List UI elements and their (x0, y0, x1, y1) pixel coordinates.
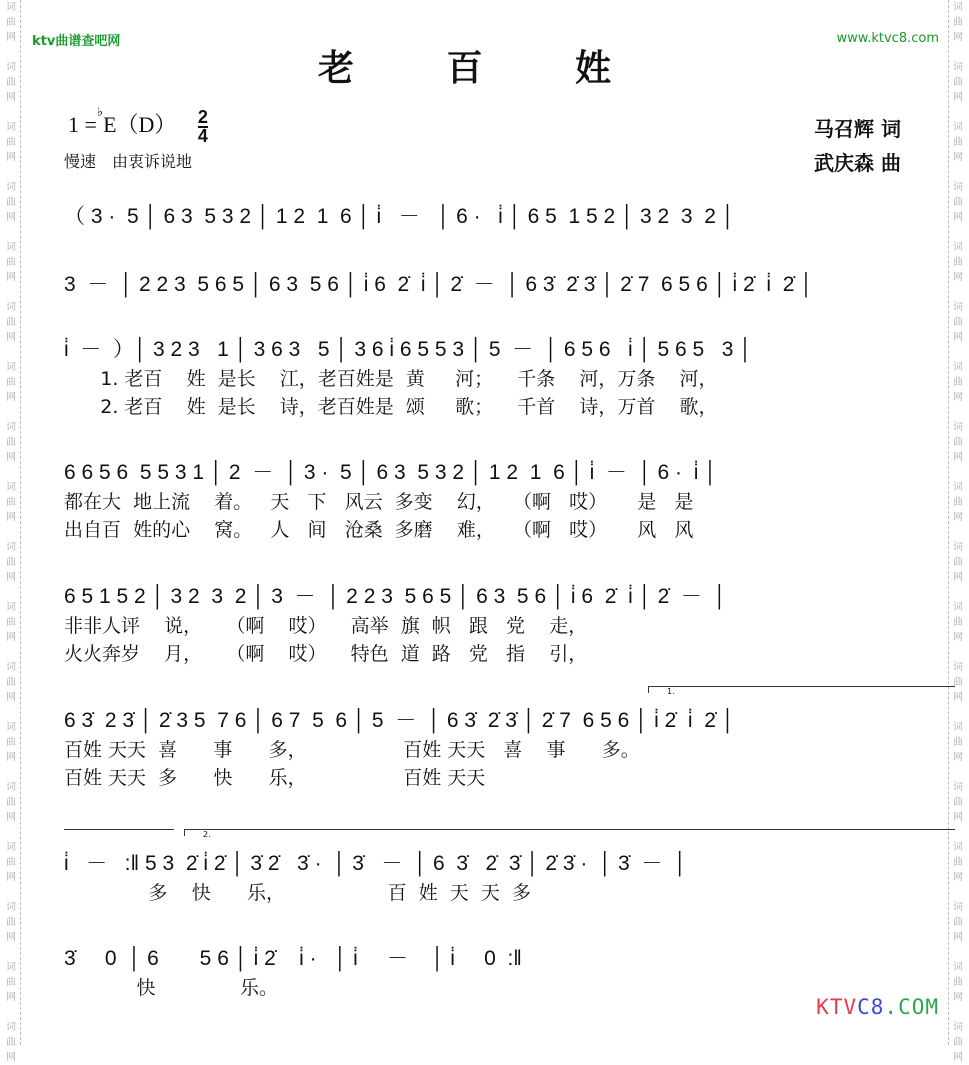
notes: 6 3̇ 2 3̇ │ 2̇ 3 5 7 6 │ 6 7 5 6 │ 5 － │ 6 3̇ 2̇ 3̇ │ 2̇ 7 6 5 6 │ i̇ 2̇ i̇ 2̇ │ (64, 709, 735, 732)
notes: 3̇ 0 │ 6 5 6 │ i̇ 2̇ i̇ · │ i̇ － │ i̇ 0 :‖ (64, 947, 522, 970)
score-line-7 (64, 849, 924, 907)
lyrics-verse-1: 1. 老百 姓 是长 江，老百姓是 黄 河； 千条 河，万条 河， (64, 368, 718, 390)
site-watermark-left: ktv曲谱查吧网 (32, 34, 121, 49)
first-ending-continuation (64, 829, 174, 830)
key-label: 1 = (68, 112, 97, 137)
side-watermark-left: 词 曲 网 词 曲 网 词 曲 网 词 曲 网 词 曲 网 词 曲 网 词 曲 网 词 曲 网 词 曲 网 词 曲 网 词 曲 网 词 曲 网 词 曲 网 词 曲 网 词 曲 网 词 曲 网 词 曲 网 词 曲 网 (2, 0, 21, 1045)
score-line-3 (64, 335, 924, 421)
time-sig-bottom: 4 (197, 125, 208, 146)
logo-part-c8: C8 (857, 995, 885, 1019)
song-title: 老 百 姓 (317, 47, 652, 89)
side-watermark-right: 词 曲 网 词 曲 网 词 曲 网 词 曲 网 词 曲 网 词 曲 网 词 曲 网 词 曲 网 词 曲 网 词 曲 网 词 曲 网 词 曲 网 词 曲 网 词 曲 网 词 曲 网 词 曲 网 词 曲 网 词 曲 网 (948, 0, 967, 1045)
score-line-5 (64, 582, 924, 668)
score-line-8 (64, 944, 924, 1002)
score-line-4 (64, 458, 924, 544)
composer: 武庆森 曲 (814, 151, 901, 175)
tempo-marking: 慢速 由衷诉说地 (64, 152, 193, 171)
lyrics: 快 乐。 (64, 977, 279, 999)
flat-icon: ♭ (96, 104, 104, 119)
key-name: E（D） (103, 112, 177, 137)
notes: i̇ － :‖ 5 3 2̇ i̇ 2̇ │ 3̇ 2̇ 3̇ · │ 3̇ － │ 6 3̇ 2̇ 3̇ │ 2̇ 3̇ · │ 3̇ － │ (64, 852, 688, 875)
lyrics: 多 快 乐， 百 姓 天 天 多 (64, 882, 531, 904)
lyricist: 马召辉 词 (814, 117, 901, 141)
notes: 6 5 1 5 2 │ 3 2 3 2 │ 3 － │ 2 2 3 5 6 5 │ 6 3 5 6 │ i̇ 6 2̇ i̇ │ 2̇ － │ (64, 585, 727, 608)
notes: 6 6 5 6 5 5 3 1 │ 2 － │ 3 · 5 │ 6 3 5 3 2 │ 1 2 1 6 │ i̇ － │ 6 · i̇ │ (64, 461, 718, 484)
first-ending-label: 1. (667, 687, 675, 696)
logo-part-com: COM (898, 995, 939, 1019)
notes: 3 － │ 2 2 3 5 6 5 │ 6 3 5 6 │ i̇ 6 2̇ i̇ │ 2̇ － │ 6 3̇ 2̇ 3̇ │ 2̇ 7 6 5 6 │ i̇ 2̇ i̇ 2̇ │ (64, 273, 814, 296)
key-signature (68, 104, 208, 146)
lyrics-verse-2: 出自百 姓的心 窝。 人 间 沧桑 多磨 难， （啊 哎） 风 风 (64, 519, 694, 541)
logo-dot: . (884, 995, 899, 1019)
second-ending-label: 2. (203, 830, 211, 839)
score-line-1 (64, 202, 924, 232)
score-line-6 (64, 706, 924, 792)
first-ending-bracket (648, 686, 955, 696)
score-line-2 (64, 270, 924, 300)
time-sig-top: 2 (197, 106, 208, 127)
ktvc8-logo (816, 995, 939, 1019)
lyrics-verse-1: 非非人评 说， （啊 哎） 高举 旗 帜 跟 党 走， (64, 615, 588, 637)
logo-part-ktv: KTV (816, 995, 858, 1019)
site-watermark-right: www.ktvc8.com (836, 31, 939, 46)
lyrics-verse-2: 百姓 天天 多 快 乐， 百姓 天天 (64, 767, 486, 789)
second-ending-bracket (184, 829, 955, 839)
credits (814, 112, 901, 180)
lyrics-verse-1: 百姓 天天 喜 事 多， 百姓 天天 喜 事 多。 (64, 739, 640, 761)
lyrics-verse-2: 火火奔岁 月， （啊 哎） 特色 道 路 党 指 引， (64, 643, 588, 665)
notes: i̇ － ）│ 3 2 3 1 │ 3 6 3 5 │ 3 6 i̇ 6 5 5 3 │ 5 － │ 6 5 6 i̇ │ 5 6 5 3 │ (64, 338, 753, 361)
time-signature (197, 106, 208, 146)
lyrics-verse-2: 2. 老百 姓 是长 诗，老百姓是 颂 歌； 千首 诗，万首 歌， (64, 396, 718, 418)
notes: （ 3 · 5 │ 6 3 5 3 2 │ 1 2 1 6 │ i̇ － │ 6 · i̇ │ 6 5 1 5 2 │ 3 2 3 2 │ (64, 205, 735, 228)
lyrics-verse-1: 都在大 地上流 着。 天 下 风云 多变 幻， （啊 哎） 是 是 (64, 491, 694, 513)
